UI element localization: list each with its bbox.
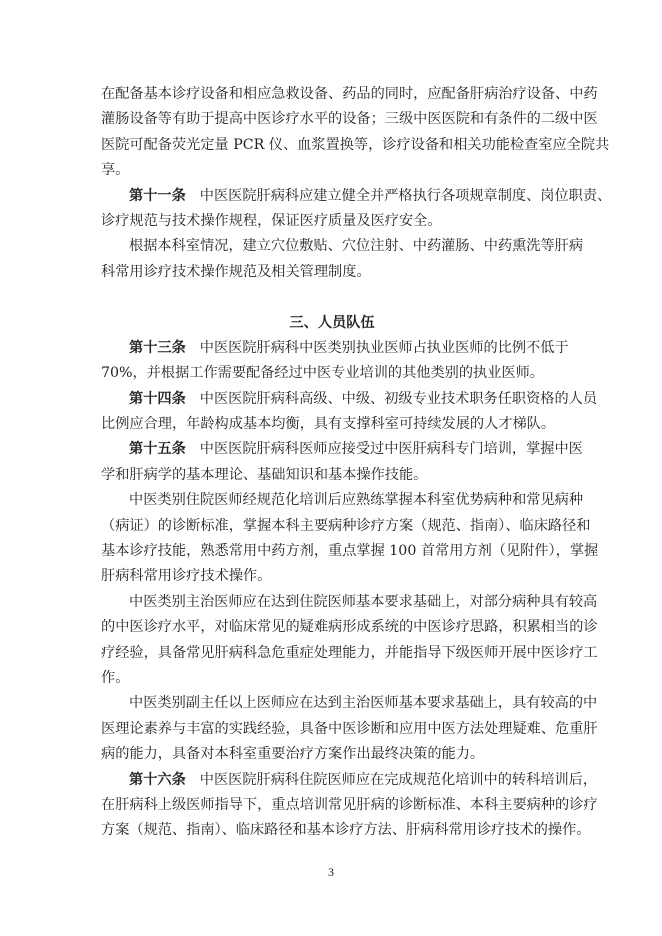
line-text: 肝病科常用诊疗技术操作。 (101, 568, 272, 585)
text-line (101, 666, 563, 691)
line-text: 中医类别主治医师应在达到住院医师基本要求基础上，对部分病种具有较高 (129, 593, 598, 610)
article-paragraph (101, 336, 569, 387)
line-text: 方案（规范、指南）、临床路径和基本诊疗方法、肝病科常用诊疗技术的操作。 (101, 822, 591, 839)
text-line (101, 615, 598, 640)
text-line (101, 564, 563, 589)
line-text: 中医类别住院医师经规范化培训后应熟练掌握本科室优势病种和常见病种 (129, 492, 584, 509)
text-line (101, 641, 598, 666)
text-line (101, 158, 563, 183)
text-line (101, 234, 584, 259)
line-text: 科常用诊疗技术操作规范及相关管理制度。 (101, 263, 371, 280)
article-number: 第十四条 (129, 390, 186, 407)
section-heading: 三、人员队伍 (289, 314, 375, 331)
text-line (101, 742, 563, 767)
paragraph (101, 691, 598, 767)
text-line (101, 412, 563, 437)
text-line (101, 209, 563, 234)
line-text: 中医医院肝病科医师应接受过中医肝病科专门培训，掌握中医 (199, 441, 583, 458)
text-line (101, 717, 598, 742)
line-text: 中医医院肝病科高级、中级、初级专业技术职务任职资格的人员 (199, 390, 598, 407)
text-line (101, 107, 598, 132)
text-line (101, 539, 599, 564)
line-text: 灌肠设备等有助于提高中医诊疗水平的设备；三级中医医院和有条件的二级中医 (101, 111, 598, 128)
text-line (101, 437, 583, 462)
line-text: 中医类别副主任以上医师应在达到主治医师基本要求基础上，具有较高的中 (129, 695, 598, 712)
article-number: 第十五条 (129, 441, 186, 458)
paragraph (101, 82, 610, 184)
article-number: 第十三条 (129, 339, 186, 356)
text-line (101, 260, 563, 285)
article-number: 第十一条 (129, 187, 186, 204)
line-text: 在配备基本诊疗设备和相应急救设备、药品的同时，应配备肝病治疗设备、中药 (101, 86, 598, 102)
line-text: 享。 (101, 162, 130, 179)
line-text: 比例应合理，年龄构成基本均衡，具有支撑科室可持续发展的人才梯队。 (101, 416, 556, 433)
article-paragraph (101, 768, 598, 844)
text-line (101, 336, 569, 361)
paragraph (101, 590, 598, 692)
text-line (101, 184, 612, 209)
text-line (101, 488, 584, 513)
text-line (101, 361, 563, 386)
text-line (101, 818, 591, 843)
line-text: 中医医院肝病科应建立健全并严格执行各项规章制度、岗位职责、 (199, 187, 612, 204)
text-line (101, 387, 598, 412)
article-paragraph (101, 184, 612, 235)
document-body (101, 82, 612, 844)
line-text: 70%，并根据工作需要配备经过中医专业培训的其他类别的执业医师。 (101, 365, 544, 382)
line-text: 疗经验，具备常见肝病科急危重症处理能力，并能指导下级医师开展中医诊疗工 (101, 644, 598, 661)
article-paragraph (101, 437, 583, 488)
text-line (101, 133, 610, 158)
article-number: 第十六条 (129, 771, 186, 788)
paragraph (101, 234, 584, 285)
page-number: 3 (328, 865, 334, 879)
text-line (101, 590, 598, 615)
line-text: 中医医院肝病科中医类别执业医师占执业医师的比例不低于 (199, 339, 569, 356)
line-text: 作。 (101, 669, 130, 686)
line-text: （病证）的诊断标准，掌握本科主要病种诊疗方案（规范、指南）、临床路径和 (101, 517, 591, 534)
text-line (101, 463, 563, 488)
text-line (101, 82, 598, 107)
line-text: 学和肝病学的基本理论、基础知识和基本操作技能。 (101, 466, 428, 483)
text-line (101, 514, 591, 539)
blank-line (101, 285, 563, 310)
line-text: 诊疗规范与技术操作规程，保证医疗质量及医疗安全。 (101, 212, 442, 229)
line-text: 在肝病科上级医师指导下，重点培训常见肝病的诊断标准、本科主要病种的诊疗 (101, 796, 598, 813)
paragraph (101, 488, 599, 590)
line-text: 医院可配备荧光定量 PCR 仪、血浆置换等，诊疗设备和相关功能检查室应全院共 (101, 136, 610, 153)
text-line (101, 793, 598, 818)
line-text: 的中医诊疗水平，对临床常见的疑难病形成系统的中医诊疗思路，积累相当的诊 (101, 619, 598, 636)
line-text: 根据本科室情况，建立穴位敷贴、穴位注射、中药灌肠、中药熏洗等肝病 (129, 238, 584, 255)
article-paragraph (101, 387, 598, 438)
line-text: 基本诊疗技能，熟悉常用中药方剂，重点掌握 100 首常用方剂（见附件），掌握 (101, 543, 599, 560)
text-line (101, 691, 598, 716)
line-text: 医理论素养与丰富的实践经验，具备中医诊断和应用中医方法处理疑难、危重肝 (101, 720, 598, 737)
text-line (101, 768, 598, 793)
line-text: 中医医院肝病科住院医师应在完成规范化培训中的转科培训后， (199, 771, 598, 788)
line-text: 病的能力，具备对本科室重要治疗方案作出最终决策的能力。 (101, 746, 485, 763)
